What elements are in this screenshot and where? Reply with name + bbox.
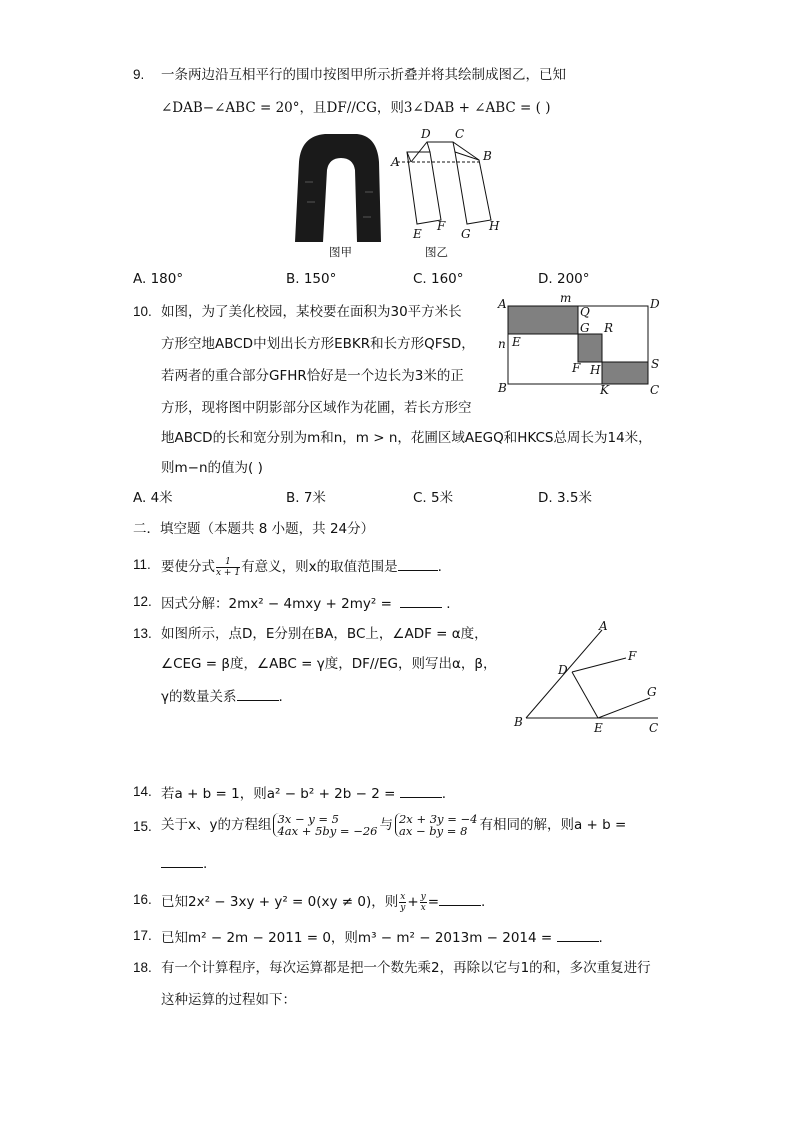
label-K: K bbox=[600, 383, 609, 397]
question-13-answer-blank[interactable] bbox=[237, 686, 279, 701]
question-10-option-b[interactable]: B. 7米 bbox=[286, 490, 326, 506]
question-9-option-d[interactable]: D. 200° bbox=[538, 271, 590, 287]
question-10-line-3: 若两者的重合部分GFHR恰好是一个边长为3米的正 bbox=[161, 368, 464, 384]
question-10-line-6: 则m−n的值为( ) bbox=[161, 460, 263, 476]
label-G: G bbox=[647, 685, 657, 699]
question-9-option-a[interactable]: A. 180° bbox=[133, 271, 184, 287]
question-13-angle-figure bbox=[508, 614, 668, 740]
question-9-line-2: ∠DAB−∠ABC = 20°，且DF//CG，则3∠DAB + ∠ABC = ( ) bbox=[161, 100, 551, 116]
label-F: F bbox=[437, 219, 446, 233]
label-D: D bbox=[421, 127, 431, 141]
question-17-number: 17. bbox=[133, 928, 152, 943]
folded-strip-diagram bbox=[397, 142, 491, 224]
question-9-option-c[interactable]: C. 160° bbox=[413, 271, 464, 287]
label-A: A bbox=[599, 619, 608, 633]
question-12-text: 因式分解：2mx² − 4mxy + 2my² = . bbox=[161, 593, 450, 613]
square-gfhr bbox=[578, 334, 602, 362]
label-F: F bbox=[628, 649, 637, 663]
scarf-photo-figure bbox=[295, 134, 381, 242]
question-16-answer-blank[interactable] bbox=[439, 891, 481, 906]
question-14-number: 14. bbox=[133, 784, 152, 799]
label-H: H bbox=[489, 219, 500, 233]
label-E: E bbox=[512, 335, 521, 349]
question-10-option-c[interactable]: C. 5米 bbox=[413, 490, 454, 506]
question-13-line-1: 如图所示，点D，E分别在BA，BC上，∠ADF = α度， bbox=[161, 626, 488, 642]
question-14-answer-blank[interactable] bbox=[400, 783, 442, 798]
question-10-line-1: 如图，为了美化校园，某校要在面积为30平方米长 bbox=[161, 304, 462, 320]
label-H: H bbox=[590, 363, 601, 377]
label-B: B bbox=[498, 381, 507, 395]
question-16-number: 16. bbox=[133, 892, 152, 907]
question-10-number: 10. bbox=[133, 304, 152, 319]
label-G: G bbox=[461, 227, 471, 241]
shaded-region-aegq bbox=[508, 306, 578, 334]
label-Q: Q bbox=[580, 305, 590, 319]
question-10-rectangle-figure bbox=[494, 292, 666, 400]
label-D: D bbox=[650, 297, 660, 311]
question-15-system-2: 2x + 3y = −4 ax − by = 8 bbox=[395, 813, 477, 837]
question-10-option-a[interactable]: A. 4米 bbox=[133, 490, 173, 506]
question-11-pre: 要使分式 bbox=[161, 559, 215, 575]
question-13-line-3: γ的数量关系 . bbox=[161, 686, 283, 706]
question-10-option-d[interactable]: D. 3.5米 bbox=[538, 490, 592, 506]
question-9-option-b[interactable]: B. 150° bbox=[286, 271, 337, 287]
label-A: A bbox=[498, 297, 507, 311]
question-13-line-2: ∠CEG = β度，∠ABC = γ度，DF//EG，则写出α，β， bbox=[161, 656, 497, 672]
question-11-number: 11. bbox=[133, 557, 151, 572]
question-16-text: 已知2x² − 3xy + y² = 0(xy ≠ 0)，则 $\frac{x}{y}$ + $\frac{y}{x}$ = . bbox=[161, 891, 486, 913]
question-11-post: 有意义，则x的取值范围是 bbox=[241, 559, 398, 575]
question-16-fraction-x-over-y: $\frac{x}{y}$ bbox=[400, 891, 406, 913]
question-18-number: 18. bbox=[133, 960, 152, 975]
label-D: D bbox=[558, 663, 568, 677]
question-9-number: 9. bbox=[133, 67, 145, 82]
question-18-line-2: 这种运算的过程如下： bbox=[161, 992, 296, 1008]
question-16-fraction-y-over-x: $\frac{y}{x}$ bbox=[420, 891, 426, 913]
question-13-number: 13. bbox=[133, 626, 152, 641]
label-C: C bbox=[455, 127, 465, 141]
label-m: m bbox=[560, 292, 572, 305]
question-15-answer-blank[interactable] bbox=[161, 853, 203, 868]
label-F: F bbox=[572, 361, 581, 375]
label-B: B bbox=[514, 715, 523, 729]
label-C: C bbox=[650, 383, 660, 397]
question-14-text: 若a + b = 1，则a² − b² + 2b − 2 = . bbox=[161, 783, 446, 803]
section-2-heading: 二．填空题（本题共 8 小题，共 24分） bbox=[133, 521, 375, 537]
label-C: C bbox=[649, 721, 659, 735]
question-10-line-4: 方形，现将图中阴影部分区域作为花圃，若长方形空 bbox=[161, 400, 472, 416]
question-11-text: 要使分式 $\frac{1}{x + 1}$ 有意义，则x的取值范围是 . bbox=[161, 556, 442, 578]
question-12-number: 12. bbox=[133, 594, 152, 609]
question-10-line-5: 地ABCD的长和宽分别为m和n，m > n，花圃区域AEGQ和HKCS总周长为14米， bbox=[161, 430, 652, 446]
question-11-answer-blank[interactable] bbox=[398, 556, 438, 571]
question-18-line-1: 有一个计算程序，每次运算都是把一个数先乘2，再除以它与1的和，多次重复进行 bbox=[161, 960, 651, 976]
label-A: A bbox=[391, 155, 400, 169]
question-15-answer-line: . bbox=[161, 853, 207, 873]
question-17-answer-blank[interactable] bbox=[557, 927, 599, 942]
label-S: S bbox=[651, 357, 660, 371]
question-15-text: 关于x、y的方程组 3x − y = 5 4ax + 5by = −26 与 2x + 3y = −4 ax − by = 8 有相同的解，则a + b = bbox=[161, 812, 627, 838]
shaded-region-hkcs bbox=[602, 362, 648, 384]
label-G: G bbox=[580, 321, 590, 335]
figure-jia-caption: 图甲 bbox=[329, 245, 352, 259]
question-9-figures bbox=[285, 122, 515, 262]
label-B: B bbox=[483, 149, 492, 163]
question-9-line-1: 一条两边沿互相平行的围巾按图甲所示折叠并将其绘制成图乙，已知 bbox=[161, 67, 566, 83]
question-12-answer-blank[interactable] bbox=[400, 593, 442, 608]
label-E: E bbox=[413, 227, 422, 241]
figure-yi-caption: 图乙 bbox=[425, 245, 448, 259]
question-17-text: 已知m² − 2m − 2011 = 0，则m³ − m² − 2013m − 2014 = . bbox=[161, 927, 603, 947]
question-15-system-1: 3x − y = 5 4ax + 5by = −26 bbox=[273, 813, 377, 837]
question-10-line-2: 方形空地ABCD中划出长方形EBKR和长方形QFSD， bbox=[161, 336, 475, 352]
label-n: n bbox=[498, 337, 506, 351]
question-11-fraction: $\frac{1}{x + 1}$ bbox=[216, 556, 241, 578]
question-15-number: 15. bbox=[133, 819, 152, 834]
label-E: E bbox=[594, 721, 603, 735]
label-R: R bbox=[604, 321, 614, 335]
